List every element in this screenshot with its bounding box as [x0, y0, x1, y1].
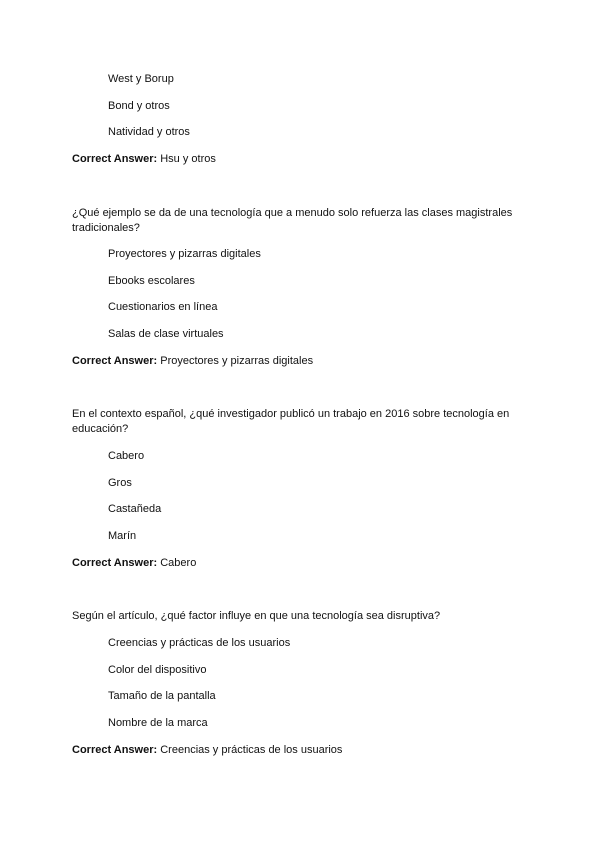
correct-answer-line	[72, 743, 342, 757]
option-text: West y Borup	[108, 73, 174, 85]
question-text: ¿Qué ejemplo se da de una tecnología que a menudo solo refuerza las clases magistrales tradicionales?	[72, 207, 513, 234]
option-text: Castañeda	[108, 503, 162, 515]
correct-answer-line	[72, 556, 196, 570]
correct-answer-label: Correct Answer:	[72, 153, 158, 165]
correct-answer-label: Correct Answer:	[72, 744, 158, 756]
correct-answer-value: Hsu y otros	[160, 153, 216, 165]
option-text: Color del dispositivo	[108, 664, 207, 676]
option-text: Natividad y otros	[108, 126, 190, 138]
option-text: Marín	[108, 530, 137, 542]
option-text: Gros	[108, 477, 132, 489]
option-text: Salas de clase virtuales	[108, 328, 224, 340]
correct-answer-label: Correct Answer:	[72, 557, 158, 569]
question-text: Según el artículo, ¿qué factor influye en que una tecnología sea disruptiva?	[72, 610, 441, 622]
correct-answer-value: Cabero	[160, 557, 197, 569]
option-text: Proyectores y pizarras digitales	[108, 248, 261, 260]
option-text: Ebooks escolares	[108, 275, 195, 287]
option-text: Cabero	[108, 450, 145, 462]
correct-answer-label: Correct Answer:	[72, 355, 158, 367]
correct-answer-value: Proyectores y pizarras digitales	[160, 355, 314, 367]
correct-answer-line	[72, 354, 313, 368]
correct-answer-line	[72, 152, 216, 166]
option-text: Cuestionarios en línea	[108, 301, 218, 313]
option-text: Nombre de la marca	[108, 717, 208, 729]
option-text: Bond y otros	[108, 100, 170, 112]
question-text: En el contexto español, ¿qué investigador publicó un trabajo en 2016 sobre tecnología en educación?	[72, 408, 510, 435]
correct-answer-value: Creencias y prácticas de los usuarios	[160, 744, 343, 756]
option-text: Creencias y prácticas de los usuarios	[108, 637, 291, 649]
option-text: Tamaño de la pantalla	[108, 690, 216, 702]
